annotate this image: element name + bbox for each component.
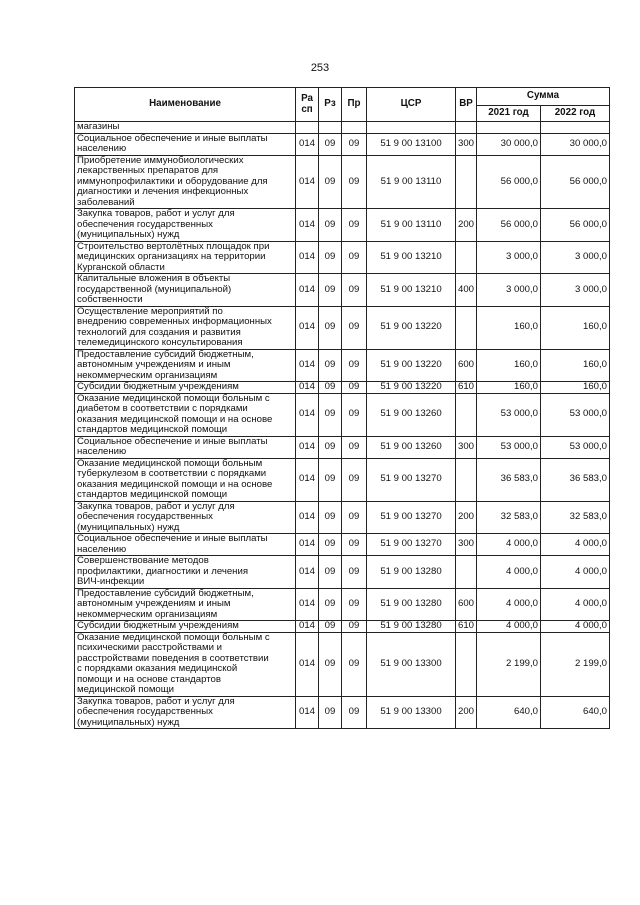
row-pr: 09 bbox=[342, 534, 367, 556]
row-rasp: 014 bbox=[296, 274, 319, 307]
row-name-line: Оказание медицинской помощи больным с bbox=[77, 393, 270, 404]
row-name-line: Осуществление мероприятий по bbox=[77, 306, 223, 317]
row-csr: 51 9 00 13100 bbox=[367, 133, 456, 155]
row-pr: 09 bbox=[342, 556, 367, 589]
row-y2021: 160,0 bbox=[477, 349, 541, 382]
row-rz: 09 bbox=[319, 556, 342, 589]
row-rasp: 014 bbox=[296, 306, 319, 349]
row-name-line: Закупка товаров, работ и услуг для bbox=[77, 501, 235, 512]
header-rasp-line1: Ра bbox=[301, 93, 313, 104]
row-csr: 51 9 00 13270 bbox=[367, 534, 456, 556]
row-y2022: 53 000,0 bbox=[541, 393, 610, 436]
row-y2022: 53 000,0 bbox=[541, 436, 610, 458]
row-pr: 09 bbox=[342, 241, 367, 274]
row-name-line: ВИЧ-инфекции bbox=[77, 576, 145, 587]
row-name-line: внедрению современных информационных bbox=[77, 316, 272, 327]
row-rasp: 014 bbox=[296, 632, 319, 696]
row-name bbox=[75, 209, 296, 242]
row-name-line: Социальное обеспечение и иные выплаты bbox=[77, 133, 268, 144]
row-csr: 51 9 00 13220 bbox=[367, 306, 456, 349]
row-vr: 600 bbox=[456, 349, 477, 382]
row-name-line: (муниципальных) нужд bbox=[77, 716, 180, 728]
table-row bbox=[75, 501, 610, 534]
row-rz: 09 bbox=[319, 306, 342, 349]
row-name bbox=[75, 349, 296, 382]
row-rz: 09 bbox=[319, 349, 342, 382]
row-rasp: 014 bbox=[296, 133, 319, 155]
row-y2022: 56 000,0 bbox=[541, 155, 610, 209]
row-name-line: населению bbox=[77, 543, 127, 555]
row-name-line: Оказание медицинской помощи больным с bbox=[77, 632, 270, 643]
row-pr: 09 bbox=[342, 501, 367, 534]
row-csr: 51 9 00 13220 bbox=[367, 349, 456, 382]
row-y2021: 4 000,0 bbox=[477, 621, 541, 633]
row-name-line: оказания медицинской помощи и на основе bbox=[77, 478, 273, 490]
row-csr: 51 9 00 13300 bbox=[367, 696, 456, 729]
row-rasp: 014 bbox=[296, 458, 319, 501]
row-y2021: 53 000,0 bbox=[477, 393, 541, 436]
table-row bbox=[75, 382, 610, 394]
row-name-line: медицинских организациях на территории bbox=[77, 251, 266, 262]
row-rasp: 014 bbox=[296, 696, 319, 729]
row-y2022: 2 199,0 bbox=[541, 632, 610, 696]
row-rasp: 014 bbox=[296, 393, 319, 436]
row-y2022: 56 000,0 bbox=[541, 209, 610, 242]
row-name-line: Совершенствование методов bbox=[77, 555, 209, 566]
row-csr bbox=[367, 122, 456, 134]
row-name bbox=[75, 382, 296, 394]
row-rasp: 014 bbox=[296, 534, 319, 556]
header-pr: Пр bbox=[342, 88, 367, 122]
row-name-line: телемедицинского консультирования bbox=[77, 337, 243, 348]
row-name-line: обеспечения государственных bbox=[77, 218, 213, 230]
row-name-line: Закупка товаров, работ и услуг для bbox=[77, 696, 235, 707]
row-vr bbox=[456, 393, 477, 436]
row-y2021: 56 000,0 bbox=[477, 209, 541, 242]
row-vr: 600 bbox=[456, 588, 477, 621]
row-rasp: 014 bbox=[296, 349, 319, 382]
budget-table bbox=[74, 87, 610, 729]
row-name-line: профилактики, диагностики и лечения bbox=[77, 565, 249, 577]
row-csr: 51 9 00 13110 bbox=[367, 209, 456, 242]
row-name bbox=[75, 155, 296, 209]
row-y2021 bbox=[477, 122, 541, 134]
row-y2021: 160,0 bbox=[477, 306, 541, 349]
row-name-line: технологий для создания и развития bbox=[77, 326, 241, 338]
row-vr bbox=[456, 122, 477, 134]
row-y2022: 3 000,0 bbox=[541, 274, 610, 307]
row-vr bbox=[456, 241, 477, 274]
row-pr: 09 bbox=[342, 632, 367, 696]
row-name-line: Строительство вертолётных площадок при bbox=[77, 241, 270, 252]
row-rz: 09 bbox=[319, 458, 342, 501]
row-vr: 400 bbox=[456, 274, 477, 307]
row-name-line: Капитальные вложения в объекты bbox=[77, 273, 231, 284]
row-y2022: 4 000,0 bbox=[541, 588, 610, 621]
row-y2022: 160,0 bbox=[541, 382, 610, 394]
row-y2021: 2 199,0 bbox=[477, 632, 541, 696]
row-vr: 300 bbox=[456, 534, 477, 556]
row-rz: 09 bbox=[319, 209, 342, 242]
row-rz: 09 bbox=[319, 382, 342, 394]
row-name-line: населению bbox=[77, 143, 127, 154]
row-name-line: с порядками оказания медицинской bbox=[77, 663, 238, 674]
row-rz: 09 bbox=[319, 534, 342, 556]
row-name-line: (муниципальных) нужд bbox=[77, 521, 180, 533]
table-row bbox=[75, 209, 610, 242]
row-name-line: лекарственных препаратов для bbox=[77, 165, 219, 176]
row-rasp: 014 bbox=[296, 155, 319, 209]
row-y2021: 56 000,0 bbox=[477, 155, 541, 209]
row-csr: 51 9 00 13280 bbox=[367, 556, 456, 589]
row-name bbox=[75, 274, 296, 307]
row-name-line: собственности bbox=[77, 294, 143, 305]
row-rz: 09 bbox=[319, 696, 342, 729]
row-csr: 51 9 00 13280 bbox=[367, 588, 456, 621]
row-name-line: стандартов медицинской помощи bbox=[77, 489, 228, 500]
table-body bbox=[75, 122, 610, 729]
row-name-line: заболеваний bbox=[77, 196, 135, 208]
row-pr: 09 bbox=[342, 209, 367, 242]
row-pr: 09 bbox=[342, 306, 367, 349]
table-row bbox=[75, 458, 610, 501]
row-name bbox=[75, 241, 296, 274]
row-rasp bbox=[296, 122, 319, 134]
row-name-line: Приобретение иммунобиологических bbox=[77, 155, 244, 166]
row-y2022: 160,0 bbox=[541, 306, 610, 349]
row-name bbox=[75, 436, 296, 458]
row-csr: 51 9 00 13270 bbox=[367, 458, 456, 501]
row-vr bbox=[456, 155, 477, 209]
row-rz: 09 bbox=[319, 621, 342, 633]
header-sum: Сумма bbox=[477, 88, 610, 106]
row-rasp: 014 bbox=[296, 382, 319, 394]
row-name bbox=[75, 588, 296, 621]
table-row bbox=[75, 155, 610, 209]
row-y2021: 3 000,0 bbox=[477, 241, 541, 274]
row-y2022: 32 583,0 bbox=[541, 501, 610, 534]
row-y2021: 30 000,0 bbox=[477, 133, 541, 155]
row-pr: 09 bbox=[342, 274, 367, 307]
header-name: Наименование bbox=[75, 88, 296, 122]
row-pr: 09 bbox=[342, 393, 367, 436]
row-rz: 09 bbox=[319, 155, 342, 209]
row-vr: 300 bbox=[456, 436, 477, 458]
row-name-line: некоммерческим организациям bbox=[77, 369, 218, 381]
row-y2021: 4 000,0 bbox=[477, 588, 541, 621]
row-name bbox=[75, 122, 296, 134]
table-row bbox=[75, 534, 610, 556]
header-rz: Рз bbox=[319, 88, 342, 122]
row-vr: 300 bbox=[456, 133, 477, 155]
row-csr: 51 9 00 13270 bbox=[367, 501, 456, 534]
row-name bbox=[75, 556, 296, 589]
row-vr: 200 bbox=[456, 696, 477, 729]
row-name-line: Субсидии бюджетным учреждениям bbox=[77, 620, 239, 631]
row-rasp: 014 bbox=[296, 621, 319, 633]
row-name bbox=[75, 458, 296, 501]
row-name-line: обеспечения государственных bbox=[77, 706, 213, 717]
header-2022: 2022 год bbox=[541, 106, 610, 122]
row-name-line: обеспечения государственных bbox=[77, 511, 213, 522]
row-y2021: 53 000,0 bbox=[477, 436, 541, 458]
row-rasp: 014 bbox=[296, 436, 319, 458]
table-row bbox=[75, 696, 610, 729]
row-rasp: 014 bbox=[296, 588, 319, 621]
row-y2022: 36 583,0 bbox=[541, 458, 610, 501]
row-csr: 51 9 00 13110 bbox=[367, 155, 456, 209]
row-name-line: иммунопрофилактики и оборудование для bbox=[77, 175, 268, 187]
row-vr: 610 bbox=[456, 621, 477, 633]
row-name bbox=[75, 621, 296, 633]
row-y2021: 160,0 bbox=[477, 382, 541, 394]
row-vr bbox=[456, 458, 477, 501]
row-rz: 09 bbox=[319, 632, 342, 696]
row-name-line: психическими расстройствами и bbox=[77, 642, 222, 653]
row-pr: 09 bbox=[342, 621, 367, 633]
row-csr: 51 9 00 13260 bbox=[367, 436, 456, 458]
row-name-line: Курганской области bbox=[77, 261, 165, 273]
table-row bbox=[75, 621, 610, 633]
row-name-line: автономным учреждениям и иным bbox=[77, 359, 231, 370]
header-rasp-line2: сп bbox=[301, 103, 313, 115]
row-csr: 51 9 00 13210 bbox=[367, 274, 456, 307]
row-name-line: автономным учреждениям и иным bbox=[77, 598, 231, 609]
row-rz: 09 bbox=[319, 241, 342, 274]
table-row bbox=[75, 349, 610, 382]
row-pr: 09 bbox=[342, 382, 367, 394]
row-y2021: 32 583,0 bbox=[477, 501, 541, 534]
row-y2022: 4 000,0 bbox=[541, 534, 610, 556]
row-name-line: Предоставление субсидий бюджетным, bbox=[77, 349, 254, 360]
row-name-line: населению bbox=[77, 446, 127, 457]
row-rz: 09 bbox=[319, 133, 342, 155]
row-name-line: расстройствами поведения в соответствии bbox=[77, 652, 269, 664]
table-row bbox=[75, 133, 610, 155]
row-pr: 09 bbox=[342, 436, 367, 458]
row-rz: 09 bbox=[319, 393, 342, 436]
row-name-line: магазины bbox=[77, 121, 120, 132]
row-pr: 09 bbox=[342, 696, 367, 729]
table-row bbox=[75, 632, 610, 696]
row-y2022: 160,0 bbox=[541, 349, 610, 382]
row-csr: 51 9 00 13280 bbox=[367, 621, 456, 633]
header-vr: ВР bbox=[456, 88, 477, 122]
row-rz: 09 bbox=[319, 436, 342, 458]
row-vr: 200 bbox=[456, 209, 477, 242]
row-pr: 09 bbox=[342, 588, 367, 621]
row-rasp: 014 bbox=[296, 556, 319, 589]
row-name-line: (муниципальных) нужд bbox=[77, 229, 180, 240]
row-y2022: 4 000,0 bbox=[541, 556, 610, 589]
row-csr: 51 9 00 13210 bbox=[367, 241, 456, 274]
row-name bbox=[75, 696, 296, 729]
row-y2022: 3 000,0 bbox=[541, 241, 610, 274]
row-rz bbox=[319, 122, 342, 134]
row-pr: 09 bbox=[342, 133, 367, 155]
row-name bbox=[75, 632, 296, 696]
row-rasp: 014 bbox=[296, 241, 319, 274]
row-name bbox=[75, 534, 296, 556]
row-name bbox=[75, 306, 296, 349]
row-rz: 09 bbox=[319, 274, 342, 307]
row-name-line: некоммерческим организациям bbox=[77, 608, 218, 620]
row-csr: 51 9 00 13260 bbox=[367, 393, 456, 436]
row-vr bbox=[456, 632, 477, 696]
row-name bbox=[75, 501, 296, 534]
row-y2022: 4 000,0 bbox=[541, 621, 610, 633]
row-y2021: 640,0 bbox=[477, 696, 541, 729]
row-y2021: 36 583,0 bbox=[477, 458, 541, 501]
row-vr bbox=[456, 556, 477, 589]
row-name bbox=[75, 133, 296, 155]
table-row bbox=[75, 122, 610, 134]
header-rasp bbox=[296, 88, 319, 122]
table-row bbox=[75, 436, 610, 458]
row-vr: 200 bbox=[456, 501, 477, 534]
table-row bbox=[75, 588, 610, 621]
row-name-line: Социальное обеспечение и иные выплаты bbox=[77, 533, 268, 544]
table-row bbox=[75, 241, 610, 274]
row-name-line: Субсидии бюджетным учреждениям bbox=[77, 381, 239, 392]
row-y2021: 3 000,0 bbox=[477, 274, 541, 307]
row-y2021: 4 000,0 bbox=[477, 534, 541, 556]
row-pr: 09 bbox=[342, 458, 367, 501]
table-row bbox=[75, 306, 610, 349]
row-name-line: Закупка товаров, работ и услуг для bbox=[77, 208, 235, 219]
row-name-line: диагностики и лечения инфекционных bbox=[77, 186, 249, 197]
row-name-line: диабетом в соответствии с порядками bbox=[77, 403, 248, 414]
row-name-line: государственной (муниципальной) bbox=[77, 283, 232, 295]
row-pr: 09 bbox=[342, 349, 367, 382]
row-name-line: Оказание медицинской помощи больным bbox=[77, 458, 263, 469]
row-name-line: стандартов медицинской помощи bbox=[77, 424, 228, 435]
table-row bbox=[75, 556, 610, 589]
header-csr: ЦСР bbox=[367, 88, 456, 122]
row-csr: 51 9 00 13300 bbox=[367, 632, 456, 696]
row-rasp: 014 bbox=[296, 209, 319, 242]
table-row bbox=[75, 274, 610, 307]
row-pr bbox=[342, 122, 367, 134]
row-y2021: 4 000,0 bbox=[477, 556, 541, 589]
row-rz: 09 bbox=[319, 588, 342, 621]
row-y2022: 30 000,0 bbox=[541, 133, 610, 155]
row-name-line: помощи и на основе стандартов bbox=[77, 673, 221, 685]
row-pr: 09 bbox=[342, 155, 367, 209]
row-name-line: Предоставление субсидий бюджетным, bbox=[77, 588, 254, 599]
row-name-line: туберкулезом в соответствии с порядками bbox=[77, 468, 267, 479]
header-2021: 2021 год bbox=[477, 106, 541, 122]
row-rasp: 014 bbox=[296, 501, 319, 534]
row-name-line: медицинской помощи bbox=[77, 684, 175, 695]
row-vr bbox=[456, 306, 477, 349]
row-csr: 51 9 00 13220 bbox=[367, 382, 456, 394]
row-name-line: оказания медицинской помощи и на основе bbox=[77, 413, 273, 425]
row-name-line: Социальное обеспечение и иные выплаты bbox=[77, 436, 268, 447]
table-row bbox=[75, 393, 610, 436]
row-y2022 bbox=[541, 122, 610, 134]
row-rz: 09 bbox=[319, 501, 342, 534]
row-y2022: 640,0 bbox=[541, 696, 610, 729]
page-number: 253 bbox=[310, 62, 330, 74]
row-vr: 610 bbox=[456, 382, 477, 394]
row-name bbox=[75, 393, 296, 436]
